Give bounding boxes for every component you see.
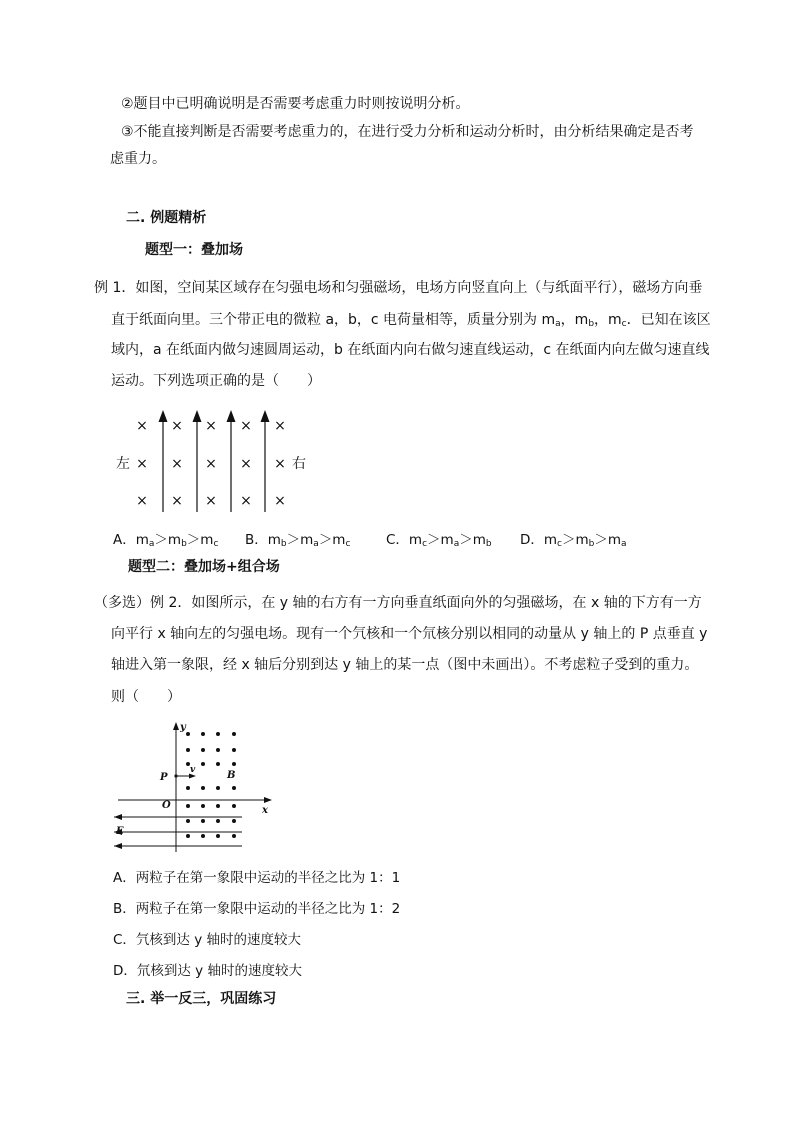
cross-mark: × — [274, 456, 286, 472]
example-1-figure — [108, 408, 318, 516]
cross-mark: × — [240, 418, 252, 434]
example-2-line-2: 向平行 x 轴向左的匀强电场。现有一个氕核和一个氘核分别以相同的动量从 y 轴上的 P 点垂直 y — [111, 626, 708, 642]
example-2-option-b: B．两粒子在第一象限中运动的半径之比为 1：2 — [113, 901, 401, 917]
example-1-line-3: 域内，a 在纸面内做匀速圆周运动，b 在纸面内向右做匀速直线运动，c 在纸面内向左做匀速直线 — [111, 342, 710, 358]
arrow-up-icon — [193, 410, 202, 422]
example-1-line-4: 运动。下列选项正确的是（ ） — [111, 373, 321, 389]
arrow-right-icon — [264, 797, 272, 803]
magnetic-field-dots — [186, 732, 236, 838]
arrow-up-icon — [173, 722, 179, 730]
example-1-line-2: 直于纸面向里。三个带正电的微粒 a，b，c 电荷量相等，质量分别为 $m_a$，$m_b$，$m_c$．已知在该区 — [111, 312, 711, 329]
x-axis-label: x — [262, 805, 268, 816]
example-2-figure — [110, 720, 280, 854]
example-1-line-1: 例 1．如图，空间某区域存在匀强电场和匀强磁场，电场方向竖直向上（与纸面平行），磁场方向垂 — [94, 280, 703, 296]
example-1-option-a: A．$m_a>m_b>m_c$ — [113, 532, 219, 549]
arrow-left-icon — [114, 843, 122, 849]
intro-point-3-line-2: 虑重力。 — [110, 151, 166, 167]
cross-mark: × — [171, 456, 183, 472]
cross-mark: × — [136, 456, 148, 472]
type-2-heading: 题型二：叠加场+组合场 — [128, 559, 280, 575]
example-1-option-b: B．$m_b>m_a>m_c$ — [245, 532, 351, 549]
example-2-option-a: A．两粒子在第一象限中运动的半径之比为 1：1 — [113, 870, 401, 886]
e-field-label: E — [116, 826, 124, 837]
example-1-option-c: C．$m_c>m_a>m_b$ — [386, 532, 492, 549]
point-p-label: P — [160, 772, 168, 783]
arrow-up-icon — [261, 410, 270, 422]
section-2-heading: 二. 例题精析 — [126, 210, 207, 226]
label-right: 右 — [292, 456, 306, 472]
intro-point-3-line-1: ③不能直接判断是否需要考虑重力的，在进行受力分析和运动分析时，由分析结果确定是否考 — [121, 124, 694, 140]
point-p — [174, 774, 177, 777]
example-1-option-d: D．$m_c>m_b>m_a$ — [520, 532, 627, 549]
cross-mark: × — [274, 418, 286, 434]
type-1-heading: 题型一：叠加场 — [145, 242, 243, 258]
y-axis-label: y — [180, 722, 186, 733]
example-2-line-4: 则（ ） — [111, 689, 181, 705]
label-left: 左 — [116, 456, 130, 472]
example-2-option-d: D．氘核到达 y 轴时的速度较大 — [113, 963, 302, 979]
velocity-label: v — [190, 765, 196, 775]
section-3-heading: 三. 举一反三，巩固练习 — [126, 991, 277, 1007]
cross-mark: × — [240, 493, 252, 509]
cross-mark: × — [136, 418, 148, 434]
cross-mark: × — [136, 493, 148, 509]
arrow-left-icon — [114, 814, 122, 820]
cross-mark: × — [171, 493, 183, 509]
cross-mark: × — [205, 418, 217, 434]
cross-mark: × — [205, 456, 217, 472]
intro-point-2: ②题目中已明确说明是否需要考虑重力时则按说明分析。 — [121, 96, 470, 112]
arrow-up-icon — [227, 410, 236, 422]
example-2-option-c: C．氕核到达 y 轴时的速度较大 — [113, 932, 301, 948]
cross-mark: × — [274, 493, 286, 509]
example-2-line-3: 轴进入第一象限，经 x 轴后分别到达 y 轴上的某一点（图中未画出）。不考虑粒子受到的重力。 — [111, 657, 699, 673]
cross-mark: × — [240, 456, 252, 472]
origin-label: O — [162, 800, 171, 811]
cross-mark: × — [171, 418, 183, 434]
cross-mark: × — [205, 493, 217, 509]
example-2-line-1: （多选）例 2．如图所示，在 y 轴的右方有一方向垂直纸面向外的匀强磁场，在 x 轴的下方有一方 — [94, 595, 702, 611]
b-field-label: B — [227, 770, 236, 781]
arrow-up-icon — [159, 410, 168, 422]
